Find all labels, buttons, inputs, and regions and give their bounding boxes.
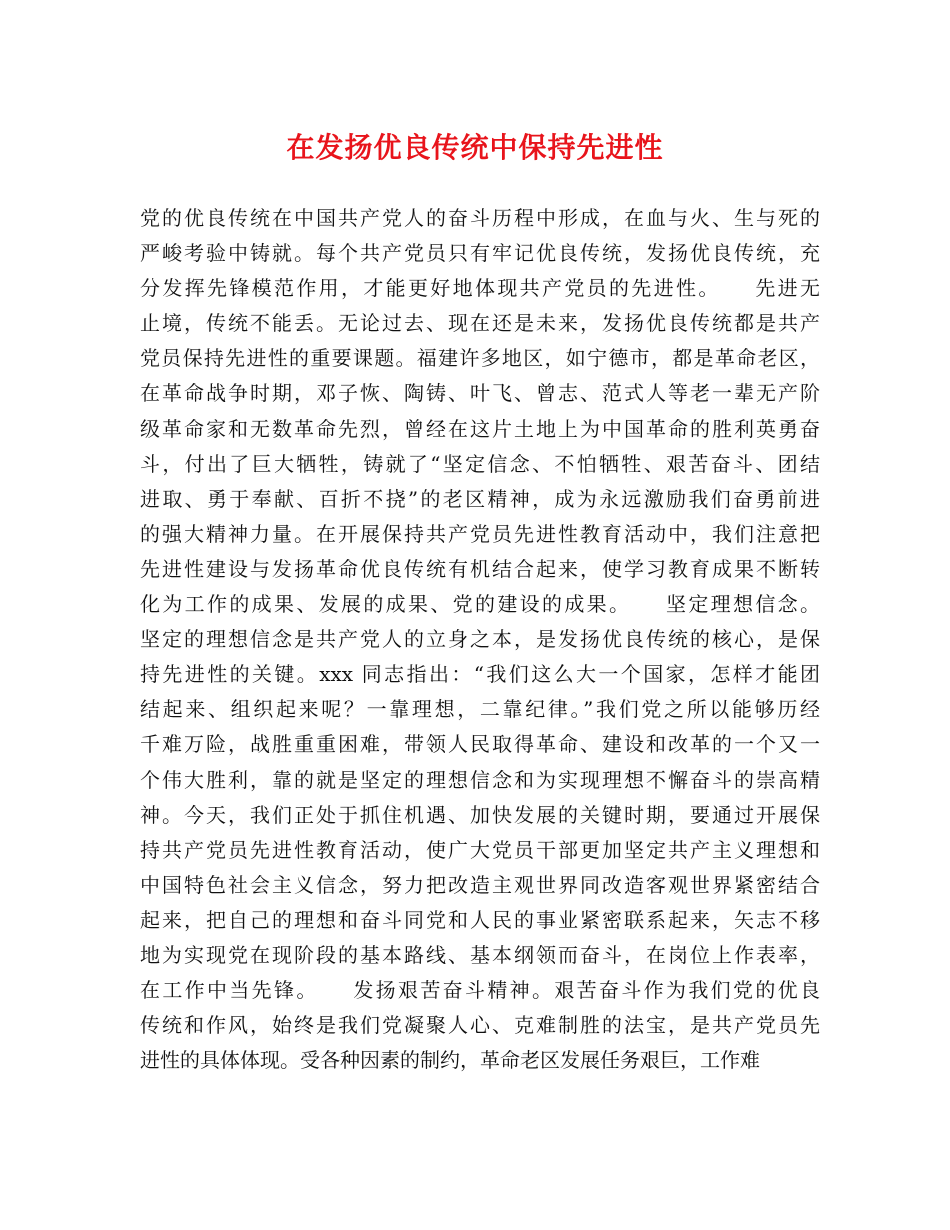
document-body — [140, 201, 820, 1078]
body-line: 起来，把自己的理想和奋斗同党和人民的事业紧密联系起来，矢志不移 — [140, 907, 820, 932]
body-line: 的强大精神力量。在开展保持共产党员先进性教育活动中，我们注意把 — [140, 521, 820, 546]
body-line: 中国特色社会主义信念，努力把改造主观世界同改造客观世界紧密结合 — [140, 872, 820, 897]
document-title: 在发扬优良传统中保持先进性 — [286, 131, 664, 164]
body-line: 传统和作风，始终是我们党凝聚人心、克难制胜的法宝，是共产党员先 — [140, 1013, 820, 1038]
body-line: 持先进性的关键。xxx 同志指出：“我们这么大一个国家，怎样才能团 — [140, 662, 820, 687]
body-line: 级革命家和无数革命先烈，曾经在这片土地上为中国革命的胜利英勇奋 — [140, 416, 820, 441]
body-line: 神。今天，我们正处于抓住机遇、加快发展的关键时期，要通过开展保 — [140, 802, 820, 827]
body-line: 斗，付出了巨大牺牲，铸就了“坚定信念、不怕牺牲、艰苦奋斗、团结 — [140, 451, 820, 476]
body-line: 进性的具体体现。受各种因素的制约，革命老区发展任务艰巨，工作难 — [140, 1048, 760, 1073]
body-line: 止境，传统不能丢。无论过去、现在还是未来，发扬优良传统都是共产 — [140, 311, 820, 336]
body-line: 化为工作的成果、发展的成果、党的建设的成果。 坚定理想信念。 — [140, 592, 820, 617]
body-line: 党的优良传统在中国共产党人的奋斗历程中形成，在血与火、生与死的 — [140, 206, 820, 230]
body-line: 结起来、组织起来呢？一靠理想，二靠纪律。”我们党之所以能够历经 — [140, 697, 820, 722]
body-line: 在工作中当先锋。 发扬艰苦奋斗精神。艰苦奋斗作为我们党的优良 — [140, 978, 820, 1003]
body-line: 进取、勇于奉献、百折不挠”的老区精神，成为永远激励我们奋勇前进 — [140, 486, 820, 511]
body-line: 严峻考验中铸就。每个共产党员只有牢记优良传统，发扬优良传统，充 — [140, 241, 820, 266]
body-line: 在革命战争时期，邓子恢、陶铸、叶飞、曾志、范式人等老一辈无产阶 — [140, 381, 820, 406]
body-line: 党员保持先进性的重要课题。福建许多地区，如宁德市，都是革命老区， — [140, 346, 820, 371]
body-line: 先进性建设与发扬革命优良传统有机结合起来，使学习教育成果不断转 — [140, 556, 820, 581]
body-line: 分发挥先锋模范作用，才能更好地体现共产党员的先进性。 先进无 — [140, 276, 820, 301]
body-line: 坚定的理想信念是共产党人的立身之本，是发扬优良传统的核心，是保 — [140, 627, 820, 652]
body-line: 个伟大胜利，靠的就是坚定的理想信念和为实现理想不懈奋斗的崇高精 — [140, 767, 820, 792]
body-line: 千难万险，战胜重重困难，带领人民取得革命、建设和改革的一个又一 — [140, 732, 820, 757]
body-line: 地为实现党在现阶段的基本路线、基本纲领而奋斗，在岗位上作表率， — [140, 942, 820, 967]
body-line: 持共产党员先进性教育活动，使广大党员干部更加坚定共产主义理想和 — [140, 837, 820, 862]
